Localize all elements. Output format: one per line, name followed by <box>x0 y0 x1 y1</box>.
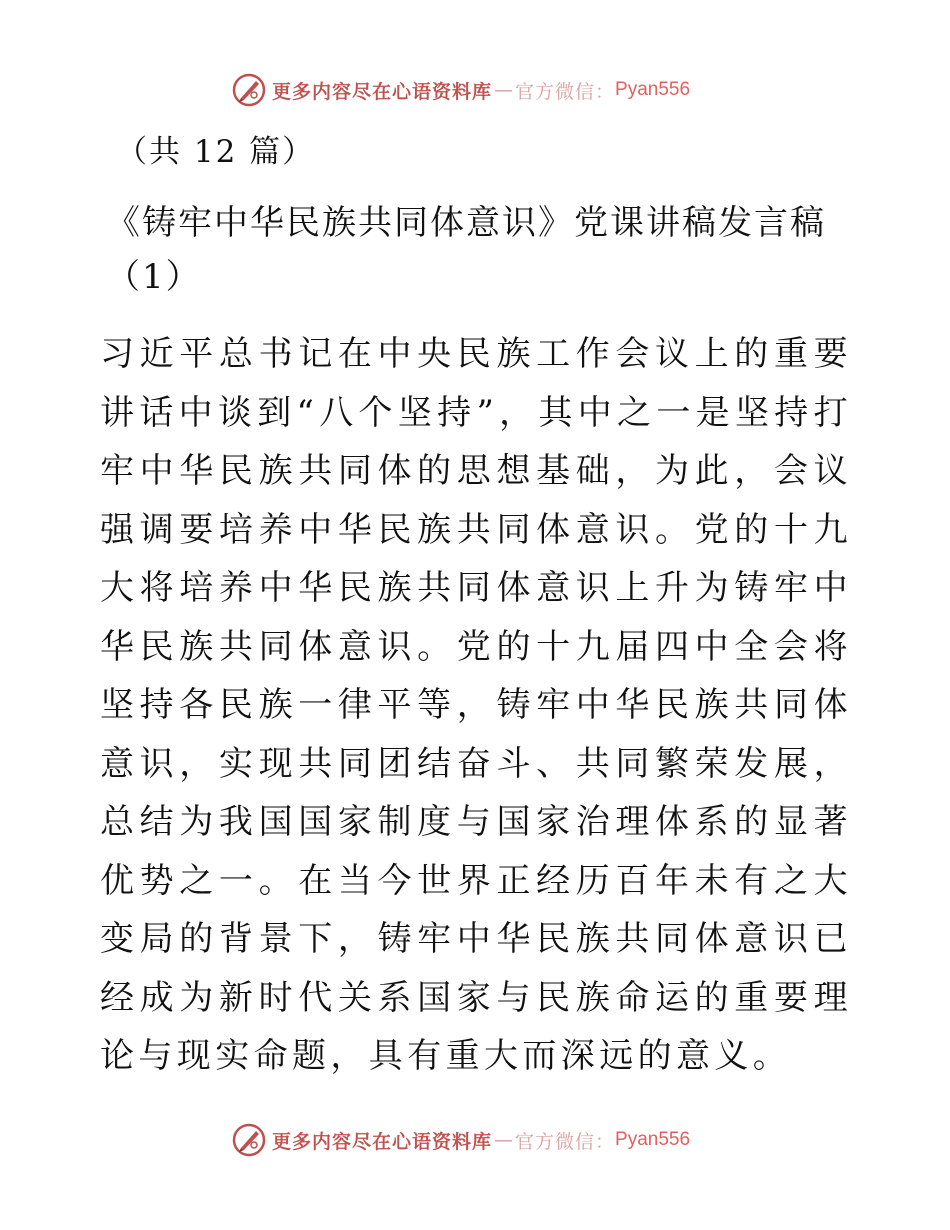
brand-text: 更多内容尽在心语资料库 <box>272 80 493 103</box>
contact-label: 官方微信： <box>515 80 616 103</box>
footer-watermark <box>232 1120 690 1160</box>
document-title: 《铸牢中华民族共同体意识》党课讲稿发言稿（1） <box>106 203 826 297</box>
quill-logo-icon <box>232 1123 266 1157</box>
wechat-id: Pyan556 <box>615 1129 691 1150</box>
header-watermark <box>232 70 690 110</box>
separator: — <box>494 1129 514 1151</box>
wechat-id: Pyan556 <box>615 79 691 100</box>
contact-label: 官方微信： <box>515 1130 616 1153</box>
body-paragraph: 习近平总书记在中央民族工作会议上的重要讲话中谈到“八个坚持”，其中之一是坚持打牢中华民族共同体的思想基础，为此，会议强调要培养中华民族共同体意识。党的十九大将培养中华民族共同体意识上升为铸牢中华民族共同体意识。党的十九届四中全会将坚持各民族一律平等，铸牢中华民族共同体意识，实现共同团结奋斗、共同繁荣发展，总结为我国国家制度与国家治理体系的显著优势之一。在当今世界正经历百年未有之大变局的背景下，铸牢中华民族共同体意识已经成为新时代关系国家与民族命运的重要理论与现实命题，具有重大而深远的意义。 <box>100 334 852 1076</box>
quill-logo-icon <box>232 73 266 107</box>
brand-text: 更多内容尽在心语资料库 <box>272 1130 493 1153</box>
article-count: （共 12 篇） <box>116 134 316 170</box>
separator: — <box>494 79 514 101</box>
